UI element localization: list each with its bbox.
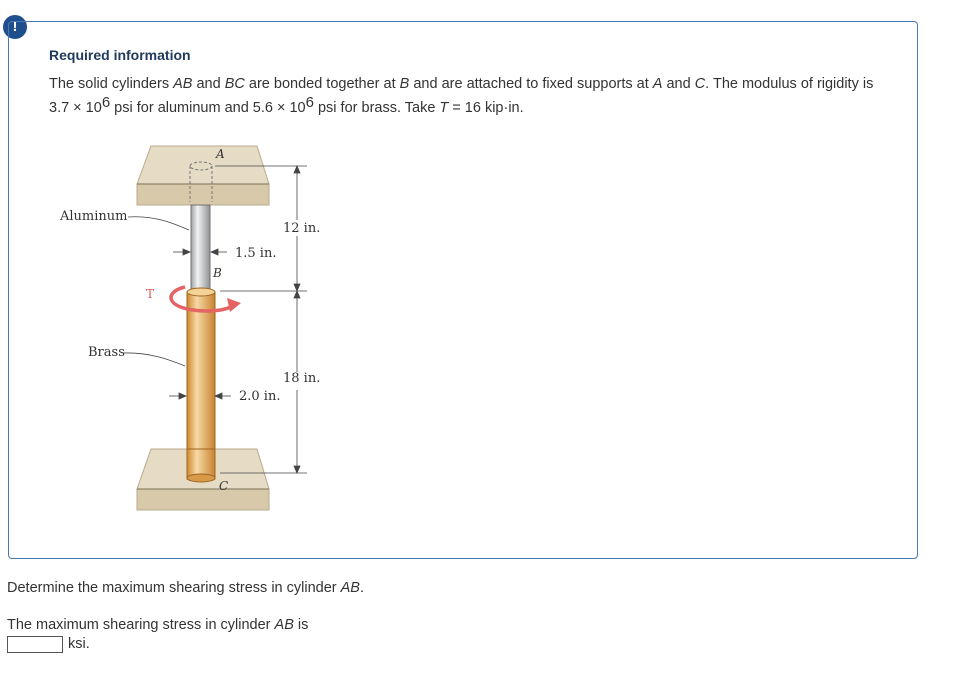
label-c: C (219, 479, 229, 493)
label-aluminum: Aluminum (60, 209, 128, 224)
problem-statement: The solid cylinders AB and BC are bonded together at B and are attached to fixed supports at A and C. The modulus of rigidity is $3.7 \times 10^6$ psi for aluminum and $5.6 \times 10^6$ psi for brass. Take T = 16 kip·in. (49, 76, 874, 116)
cylinder-figure (55, 140, 335, 520)
aluminum-cylinder (191, 205, 210, 293)
label-a: A (216, 147, 225, 161)
answer-unit: ksi. (68, 636, 90, 652)
alert-icon: ! (3, 15, 27, 39)
label-b: B (213, 266, 222, 280)
dim-bc-diameter: 2.0 in. (239, 389, 281, 404)
answer-prompt: The maximum shearing stress in cylinder AB is (7, 617, 309, 633)
top-support (137, 146, 269, 205)
dim-ab-diameter: 1.5 in. (235, 246, 277, 261)
bottom-support (137, 449, 269, 510)
dim-bc-length: 18 in. (283, 371, 321, 386)
cylinder-diagram (55, 140, 335, 515)
label-brass: Brass (88, 345, 125, 360)
question-text: Determine the maximum shearing stress in cylinder AB. (7, 580, 364, 596)
label-torque: T (146, 287, 155, 301)
dim-ab-length: 12 in. (283, 221, 321, 236)
answer-input[interactable] (7, 636, 63, 653)
info-title: Required information (49, 47, 191, 63)
length-dimensions (215, 166, 307, 473)
leader-lines (123, 217, 189, 366)
